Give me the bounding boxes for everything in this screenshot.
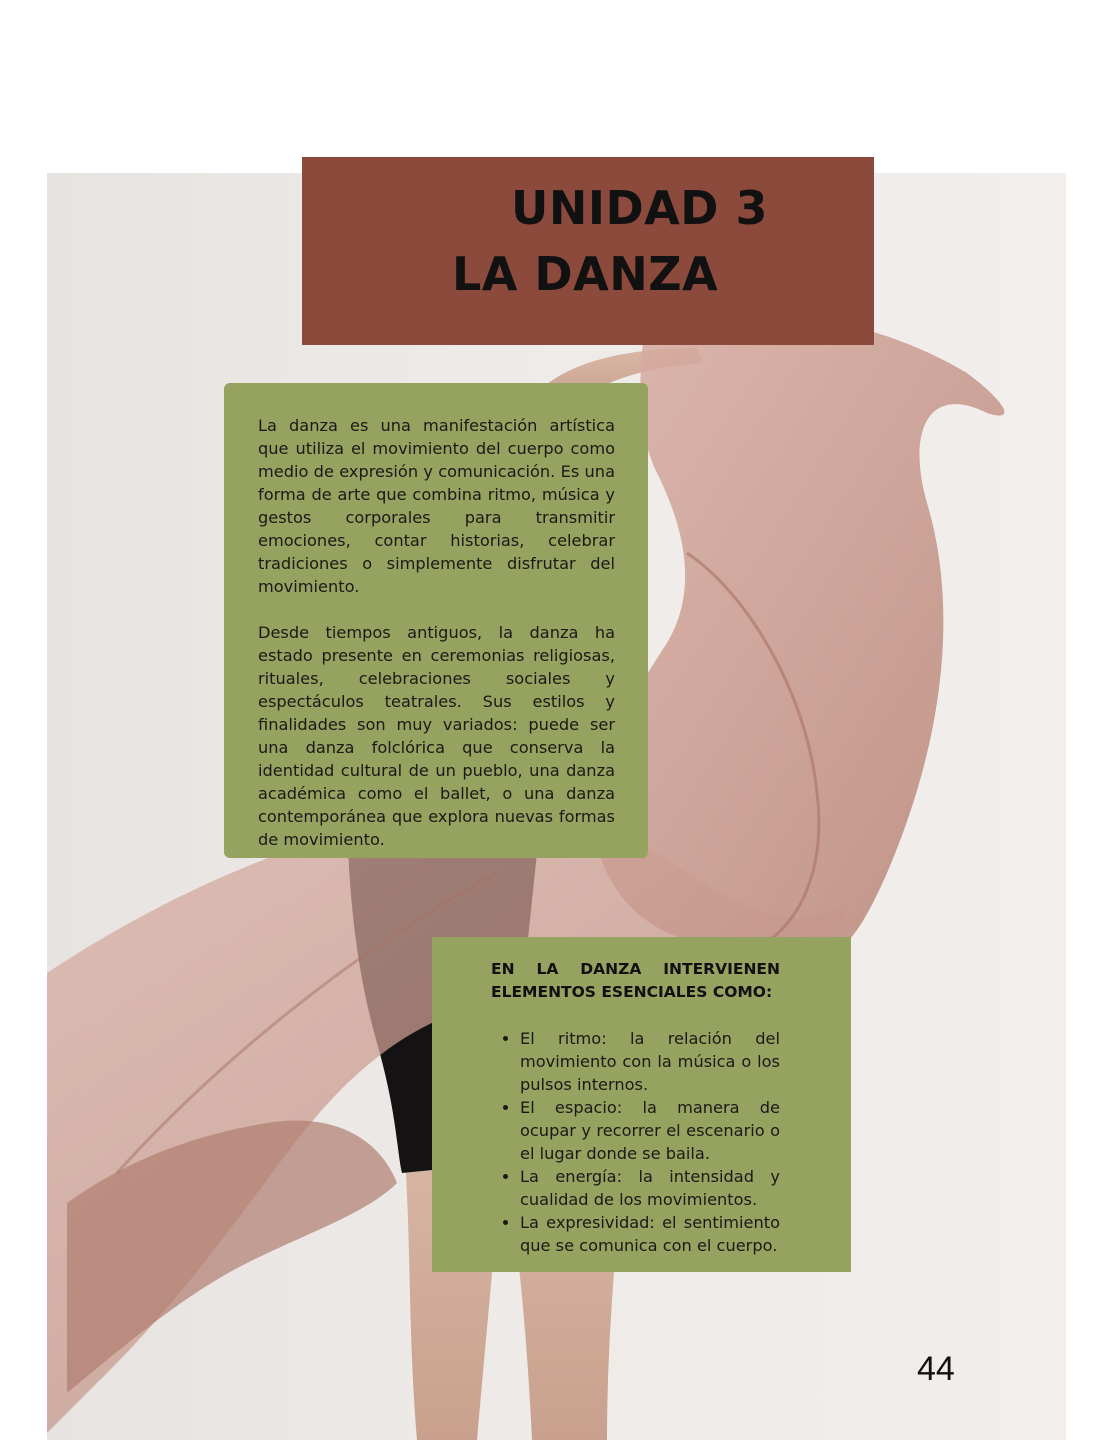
page-number: 44 [917,1350,955,1388]
elements-text-box [432,937,851,1272]
intro-paragraph: Desde tiempos antiguos, la danza ha estado presente en ceremonias religiosas, rituales, celebraciones sociales y espectáculos teatrales. Sus estilos y finalidades son muy variados: puede ser una danza folclórica que conserva la identidad cultural de un pueblo, una danza académica como el ballet, o una danza contemporánea que explora nuevas formas de movimiento. [258,623,615,849]
intro-text-box [224,383,648,858]
unit-number-heading: UNIDAD 3 [511,181,768,235]
list-item: • El espacio: la manera de ocupar y recorrer el escenario o el lugar donde se baila. [520,1096,780,1165]
elements-heading: EN LA DANZA INTERVIENEN ELEMENTOS ESENCIALES COMO: [491,960,780,1001]
list-item: • El ritmo: la relación del movimiento con la música o los pulsos internos. [520,1027,780,1096]
intro-paragraph: La danza es una manifestación artística que utiliza el movimiento del cuerpo como medio de expresión y comunicación. Es una forma de arte que combina ritmo, música y gestos corporales para transmitir emociones, contar historias, celebrar tradiciones o simplemente disfrutar del movimiento. [258,416,615,596]
list-item: • La expresividad: el sentimiento que se comunica con el cuerpo. [520,1211,780,1257]
unit-title-banner [302,157,874,345]
list-item: • La energía: la intensidad y cualidad de los movimientos. [520,1165,780,1211]
elements-list [491,1027,780,1257]
unit-topic-heading: LA DANZA [452,247,719,301]
